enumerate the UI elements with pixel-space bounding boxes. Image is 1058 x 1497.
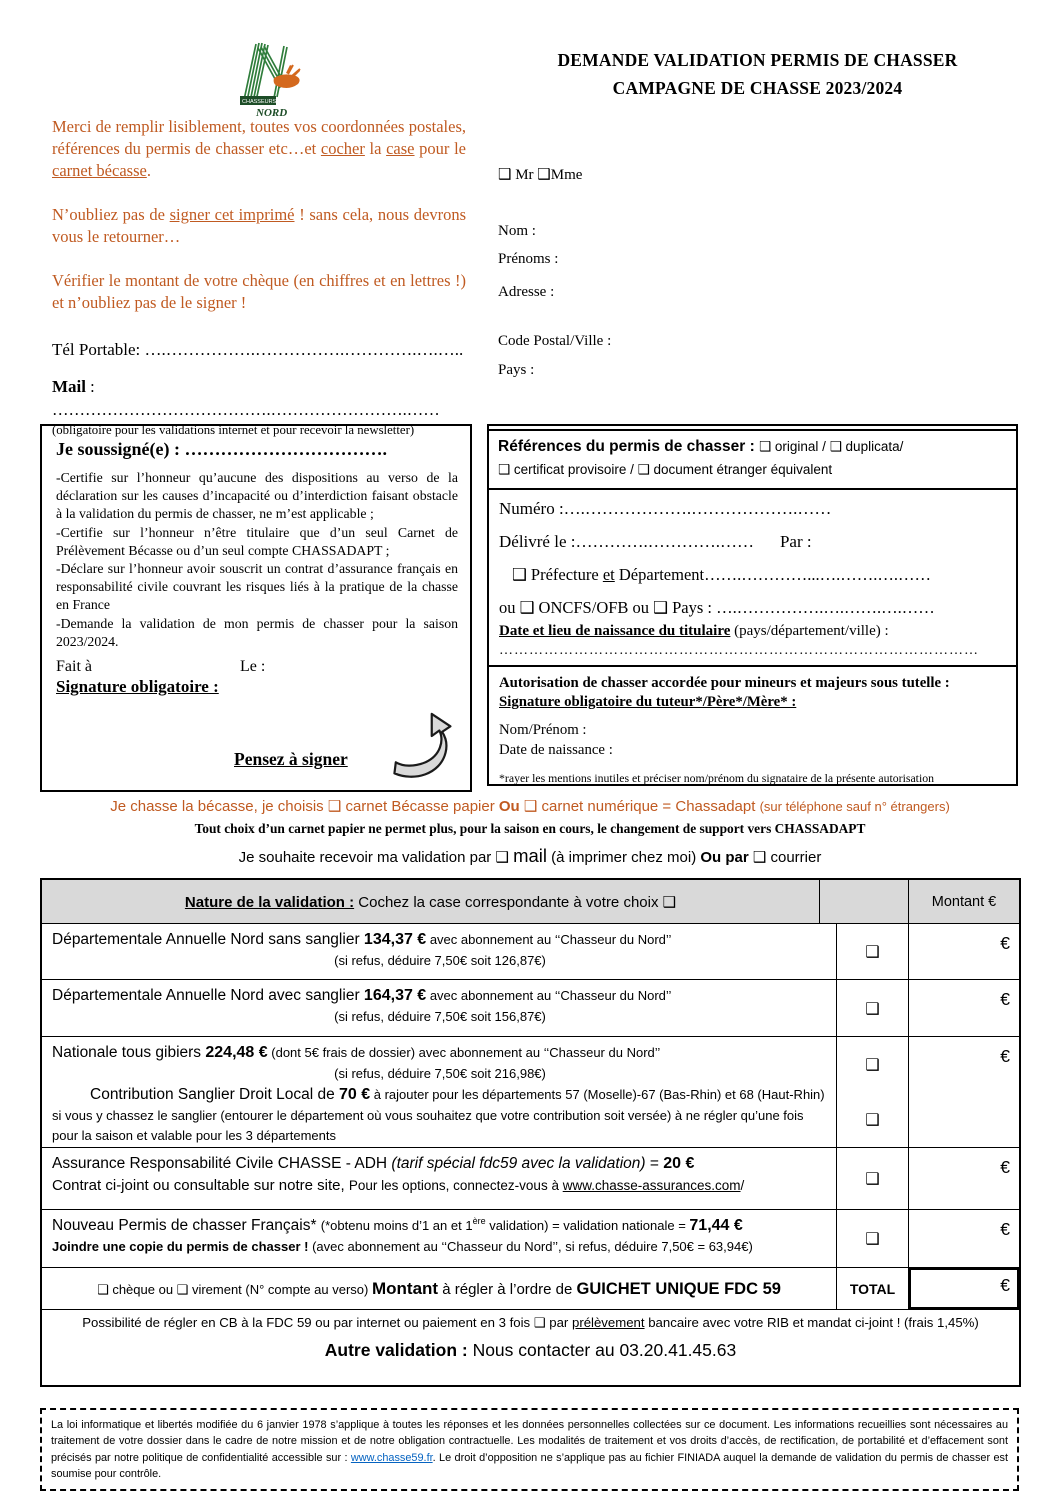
intro-paragraph-1 <box>52 116 466 182</box>
table-row-departementale-avec-sanglier <box>42 979 1019 1036</box>
payee-label: GUICHET UNIQUE FDC 59 <box>576 1279 781 1298</box>
total-label: TOTAL <box>837 1268 909 1309</box>
checkbox-virement[interactable]: ❑ <box>176 1282 189 1298</box>
row3-label: Nationale tous gibiers <box>52 1044 206 1061</box>
mail-label: Mail <box>52 377 86 397</box>
declaration-box <box>40 424 472 792</box>
checkbox-row4[interactable]: ❑ <box>865 1169 880 1188</box>
checkbox-row5[interactable]: ❑ <box>865 1229 880 1248</box>
authorization-note: *rayer les mentions inutiles et préciser nom/prénom du signataire de la présente autorisation <box>499 770 935 785</box>
valid-ou-par: Ou par <box>700 849 749 866</box>
chasseurs-du-nord-logo <box>222 40 322 122</box>
becasse-text-1: Je chasse la bécasse, je choisis <box>110 798 328 815</box>
row2-sub: (si refus, déduire 7,50€ soit 156,87€) <box>334 1008 546 1024</box>
checkbox-original[interactable]: ❑ <box>759 439 772 455</box>
row2-check-cell <box>837 980 909 1036</box>
becasse-note: Tout choix d’un carnet papier ne permet plus, pour la saison en cours, le changement de support vers CHASSADAPT <box>194 821 866 836</box>
prefecture-row <box>499 565 1006 585</box>
becasse-ou: Ou <box>498 798 520 815</box>
becasse-choice-row <box>40 797 1020 815</box>
row1-post: avec abonnement au ‘‘Chasseur du Nord’’ <box>426 932 672 947</box>
row2-euro: € <box>1000 989 1010 1009</box>
row3-check-cell <box>837 1037 909 1147</box>
prenoms-field: Prénoms : <box>498 251 559 267</box>
checkbox-prefecture[interactable]: ❑ <box>512 564 527 584</box>
permit-header <box>489 431 1016 490</box>
row1-text <box>42 924 837 979</box>
table-row-nouveau-permis <box>42 1209 1019 1267</box>
row4-text <box>42 1148 837 1209</box>
fait-le-row <box>56 658 458 676</box>
table-row-nationale <box>42 1036 1019 1147</box>
mail-field <box>52 376 466 421</box>
authorization-subtitle: Signature obligatoire du tuteur*/Père*/Mère* : <box>499 693 797 710</box>
curved-arrow-icon <box>382 703 458 787</box>
opt-original-label: original / <box>771 439 830 454</box>
chasse59-link[interactable]: www.chasse59.fr <box>350 1451 433 1464</box>
validation-table <box>40 878 1021 1387</box>
row1-check-cell <box>837 924 909 979</box>
prefecture-et: et <box>602 564 615 584</box>
tel-portable-field: Tél Portable: ….…………….…………….………….….….. <box>52 339 464 359</box>
intro-p2-underline-signer: signer cet imprimé <box>169 204 295 224</box>
table-header-nature <box>42 880 820 923</box>
cheque-label: chèque ou <box>108 1281 177 1297</box>
row1-price: 134,37 € <box>363 931 427 948</box>
validation-delivery-row <box>40 845 1020 867</box>
checkbox-mail[interactable]: ❑ <box>495 848 509 866</box>
checkbox-carnet-numerique[interactable]: ❑ <box>523 797 538 815</box>
mail-note: (obligatoire pour les validations internet et pour recevoir la newsletter) <box>52 422 415 437</box>
prefecture-label: Préfecture <box>526 564 603 584</box>
checkbox-row3-nationale[interactable]: ❑ <box>865 1055 880 1074</box>
row5-line2-rest: (avec abonnement au ‘‘Chasseur du Nord’’, si refus, déduire 7,50€ = 63,94€) <box>308 1238 753 1254</box>
checkbox-row1[interactable]: ❑ <box>865 942 880 961</box>
intro-paragraph-2 <box>52 204 466 248</box>
row5-small2: validation) = validation nationale = <box>485 1218 690 1234</box>
row5-sup: ère <box>472 1216 486 1226</box>
nature-label: Nature de la validation : <box>184 893 355 911</box>
footer-text-2: par <box>545 1315 572 1330</box>
intro-p1-text3: pour le <box>414 138 466 158</box>
row3-text <box>42 1037 837 1147</box>
row1-sub: (si refus, déduire 7,50€ soit 126,87€) <box>334 952 546 968</box>
valid-mail-word: mail <box>513 845 547 866</box>
nom-field: Nom : <box>498 223 536 239</box>
footer-prelevement-underline: prélèvement <box>571 1315 645 1330</box>
legal-text-2: . Le droit d’opposition ne s’applique pas au fichier FINIADA auquel la demande de validation du permis de chasser est soumise pour contrôle. <box>51 1451 1008 1481</box>
legal-text-1: La loi informatique et libertés modifiée du 6 janvier 1978 s’applique à toutes les réponses et les données personnelles collectées sur ce document. Les informations recueillies sont nécessaires au traitement de votre dossier dans le cadre de notre mission et de notre obligation contractuelle. Les modalités de traitement et vos droits d’accès, de rectification, de portabilité et d’effacement sont précisés par notre politique de confidentialité accessible sur : <box>51 1419 1008 1464</box>
naissance-row <box>499 623 1006 640</box>
civility-row <box>498 165 582 184</box>
declaration-item-1: -Certifie sur l’honneur qu’aucune des dispositions au verso de la déclaration sur les causes d’incapacité ou d’interdiction faisant obstacle à la validation du permis de chasser, ne m’est applicable ; <box>56 470 458 522</box>
payment-options-line <box>42 1315 1019 1331</box>
footer-text-1: Possibilité de régler en CB à la FDC 59 ou par internet ou paiement en 3 fois <box>82 1315 534 1330</box>
row4-slash: / <box>740 1177 745 1193</box>
row2-post: avec abonnement au ‘‘Chasseur du Nord’’ <box>426 988 672 1003</box>
mail-dots: : ………………………………….…………………….…… <box>52 377 440 419</box>
autre-validation-line <box>42 1340 1019 1361</box>
authorization-title: Autorisation de chasser accordée pour mineurs et majeurs sous tutelle : <box>499 674 950 691</box>
row5-text <box>42 1210 837 1267</box>
numero-field: Numéro :….……………….……………….…… <box>499 498 832 518</box>
opt-certificat-label: certificat provisoire / <box>510 462 638 478</box>
checkbox-courrier[interactable]: ❑ <box>752 848 767 866</box>
row5-price: 71,44 € <box>689 1217 743 1235</box>
table-header-gap <box>820 880 909 923</box>
title-line-1: DEMANDE VALIDATION PERMIS DE CHASSER <box>557 50 958 70</box>
row3-sub: (si refus, déduire 7,50€ soit 216,98€) <box>334 1065 546 1081</box>
table-header-montant: Montant € <box>931 893 997 910</box>
becasse-text-2: carnet Bécasse papier <box>341 798 499 815</box>
authorization-date-field: Date de naissance : <box>499 741 613 758</box>
naissance-rest: (pays/département/ville) : <box>730 622 889 639</box>
row5-small1: (*obtenu moins d’1 an et 1 <box>320 1218 473 1234</box>
checkbox-header-icon: ❑ <box>662 892 677 911</box>
prefecture-dots: Département…….…………...….…….….…… <box>614 564 931 584</box>
row5-check-cell <box>837 1210 909 1267</box>
delivre-field <box>499 532 1006 552</box>
row5-euro: € <box>1000 1219 1010 1239</box>
fait-a-label: Fait à <box>56 658 92 676</box>
intro-p1-underline-cocher: cocher <box>320 138 365 158</box>
row2-label: Départementale Annuelle Nord avec sanglier <box>52 987 364 1004</box>
opt-etranger-label: document étranger équivalent <box>649 462 833 478</box>
intro-column <box>52 116 466 439</box>
declaration-item-4: -Demande la validation de mon permis de chasser pour la saison 2023/2024. <box>56 615 458 649</box>
table-header-row <box>42 880 1019 923</box>
oncfs-ou: ou <box>499 597 520 617</box>
checkbox-certificat[interactable]: ❑ <box>498 462 511 479</box>
checkbox-etranger[interactable]: ❑ <box>637 462 650 479</box>
page-title <box>500 46 1015 102</box>
checkbox-row3-contribution[interactable]: ❑ <box>865 1110 880 1129</box>
row4-euro: € <box>1000 1157 1010 1177</box>
becasse-text-3: carnet numérique = Chassadapt <box>537 798 760 815</box>
pays-field: Pays : <box>498 362 535 378</box>
valid-text-3: courrier <box>766 849 822 866</box>
contact-phone: Nous contacter au 03.20.41.45.63 <box>472 1340 737 1360</box>
becasse-text-4: (sur téléphone sauf n° étrangers) <box>759 799 950 814</box>
table-footer-row <box>42 1309 1019 1385</box>
intro-p1-underline-case: case <box>386 138 415 158</box>
intro-p1-text2: la <box>364 138 387 158</box>
checkbox-mme[interactable]: ❑ <box>537 165 551 183</box>
row4-italic: (tarif spécial fdc59 avec la validation) <box>391 1155 646 1172</box>
oncfs-label: ONCFS/OFB ou <box>534 597 654 617</box>
row4-eq: = <box>645 1155 664 1172</box>
intro-paragraph-3: Vérifier le montant de votre chèque (en chiffres et en lettres !) et n’oubliez pas de le signer ! <box>52 270 466 312</box>
checkbox-prelevement[interactable]: ❑ <box>533 1316 546 1331</box>
adresse-field: Adresse : <box>498 284 555 300</box>
intro-p1-underline-carnet: carnet bécasse <box>52 160 147 180</box>
naissance-label: Date et lieu de naissance du titulaire <box>499 622 731 639</box>
intro-p2-text2: ! sans cela, nous devrons vous le retourner… <box>52 204 466 246</box>
row3b-price: 70 € <box>339 1085 371 1103</box>
footer-text-3: bancaire avec votre RIB et mandat ci-joint ! (frais 1,45%) <box>644 1315 979 1330</box>
row4-line2a: Contrat ci-joint ou consultable sur notre site, <box>52 1176 349 1194</box>
opt-duplicata-label: duplicata/ <box>841 439 904 454</box>
checkbox-pays[interactable]: ❑ <box>653 597 668 617</box>
row4-check-cell <box>837 1148 909 1209</box>
row3b-label: Contribution Sanglier Droit Local de <box>90 1085 339 1103</box>
checkbox-carnet-papier[interactable]: ❑ <box>327 797 342 815</box>
row4-label: Assurance Responsabilité Civile CHASSE - ADH <box>52 1155 392 1172</box>
permit-title: Références du permis de chasser : <box>498 438 760 455</box>
checkbox-mr[interactable]: ❑ <box>498 165 512 183</box>
signature-obligatoire-label: Signature obligatoire : <box>56 677 219 697</box>
autre-validation-label: Autre validation : <box>324 1340 473 1360</box>
authorization-nom-field: Nom/Prénom : <box>499 721 587 738</box>
checkbox-cheque[interactable]: ❑ <box>97 1282 109 1298</box>
total-euro-cell[interactable]: € <box>909 1268 1019 1309</box>
row1-label: Départementale Annuelle Nord sans sanglier <box>52 931 364 948</box>
valid-text-2: (à imprimer chez moi) <box>547 849 701 866</box>
row3b-post: à rajouter pour les départements 57 (Moselle)-67 (Bas-Rhin) et 68 (Haut-Rhin) si vous y chassez le sanglier (entourer le département où vous souhaitez que votre contribution soit versée) à ne régler qu’une fois pour la saison et valable pour les 3 départements <box>52 1086 825 1143</box>
logo-graphic <box>222 40 322 122</box>
table-row-total <box>42 1267 1019 1309</box>
row3-price: 224,48 € <box>205 1044 268 1061</box>
declaration-title: Je soussigné(e) : ……………………………. <box>56 439 387 459</box>
row4-price: 20 € <box>663 1155 695 1172</box>
cochez-label: Cochez la case correspondante à votre choix <box>354 893 663 911</box>
title-line-2: CAMPAGNE DE CHASSE 2023/2024 <box>612 78 903 98</box>
mr-label: Mr <box>511 167 538 183</box>
logo-text-bottom: NORD <box>256 107 288 119</box>
row3-post: (dont 5€ frais de dossier) avec abonnement au ‘‘Chasseur du Nord’’ <box>267 1045 661 1060</box>
table-row-departementale-sans-sanglier <box>42 923 1019 979</box>
chasse-assurances-link[interactable]: www.chasse-assurances.com <box>562 1177 741 1193</box>
legal-notice <box>40 1408 1019 1491</box>
valid-text-1: Je souhaite recevoir ma validation par <box>238 849 496 866</box>
row5-line2-bold: Joindre une copie du permis de chasser ! <box>52 1238 309 1254</box>
oncfs-row <box>499 598 1006 618</box>
le-label: Le : <box>240 658 266 676</box>
virement-label: virement (N° compte au verso) <box>188 1281 372 1297</box>
row4-line2b: Pour les options, connectez-vous à <box>348 1177 563 1193</box>
row5-label: Nouveau Permis de chasser Français* <box>52 1217 321 1235</box>
row1-euro: € <box>1000 933 1010 953</box>
delivre-label: Délivré le :………….………….…… <box>499 531 754 551</box>
naissance-dots: …………………………………………………………………………………… <box>499 642 979 658</box>
declaration-item-3: -Déclare sur l’honneur avoir souscrit un contrat d’assurance français en responsabilité civile couvrant les risques liés à la pratique de la chasse en France <box>56 561 458 613</box>
checkbox-row2[interactable]: ❑ <box>865 998 880 1018</box>
signature-area[interactable] <box>56 697 458 789</box>
authorization-section <box>489 665 1016 790</box>
declaration-item-2: -Certifie sur l’honneur n’être titulaire que d’un seul Carnet de Prélèvement Bécasse ou d’un seul compte CHASSADAPT ; <box>56 524 458 558</box>
permit-body <box>489 490 1016 665</box>
pays-dots: Pays : ….…………….….…….….…… <box>667 597 935 617</box>
row2-price: 164,37 € <box>363 987 427 1004</box>
pensez-a-signer-label: Pensez à signer <box>234 749 348 770</box>
intro-p1-text: Merci de remplir lisiblement, toutes vos coordonnées postales, références du permis de chasser etc…et <box>52 117 466 158</box>
code-postal-ville-field: Code Postal/Ville : <box>498 333 612 349</box>
table-row-assurance <box>42 1147 1019 1209</box>
row3-euro: € <box>1000 1046 1010 1066</box>
total-text <box>42 1268 837 1309</box>
intro-p1-text4: . <box>146 160 151 180</box>
par-label: Par : <box>779 531 812 551</box>
row2-text <box>42 980 837 1036</box>
montant-word: Montant <box>371 1278 439 1298</box>
permit-references-box <box>487 424 1018 786</box>
checkbox-oncfs[interactable]: ❑ <box>519 597 535 617</box>
intro-p2-text: N’oubliez pas de <box>52 204 170 224</box>
logo-text-top: CHASSEURS DU <box>242 99 286 105</box>
checkbox-duplicata[interactable]: ❑ <box>829 439 842 455</box>
mme-label: Mme <box>550 167 583 183</box>
total-mid-text: à régler à l’ordre de <box>438 1280 577 1298</box>
